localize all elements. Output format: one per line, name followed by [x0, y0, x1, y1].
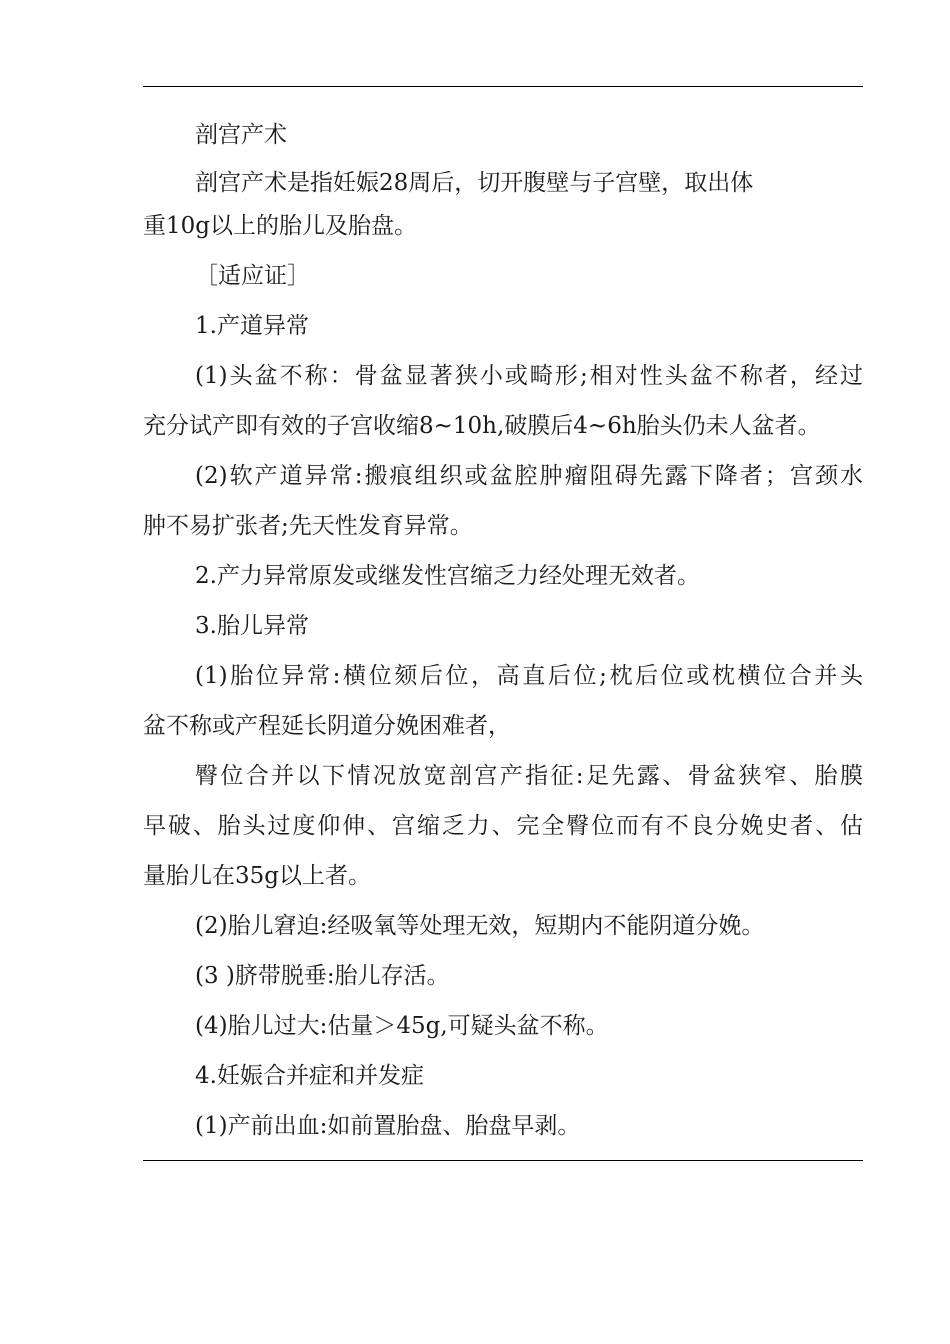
paragraph-line: (1)胎位异常:横位颏后位，高直后位;枕后位或枕横位合并头: [195, 663, 863, 689]
paragraph-line: 剖宫产术是指妊娠28周后，切开腹壁与子宫壁，取出体: [195, 170, 754, 196]
paragraph-line: (2)软产道异常:搬痕组织或盆腔肿瘤阻碍先露下降者；宫颈水: [195, 463, 863, 489]
paragraph-line: 量胎儿在35g以上者。: [143, 863, 371, 889]
paragraph-line: 盆不称或产程延长阴道分娩困难者，: [143, 713, 511, 739]
paragraph-line: (3 )脐带脱垂:胎儿存活。: [195, 963, 450, 989]
list-heading: 2.产力异常原发或继发性宫缩乏力经处理无效者。: [195, 563, 700, 589]
paragraph-line: 臀位合并以下情况放宽剖宫产指征:足先露、骨盆狭窄、胎膜: [195, 763, 863, 789]
paragraph-line: (4)胎儿过大:估量＞45g,可疑头盆不称。: [195, 1013, 609, 1039]
section-title: 剖宫产术: [195, 122, 287, 148]
list-heading: 1.产道异常: [195, 313, 309, 339]
paragraph-line: (1)头盆不称：骨盆显著狭小或畸形;相对性头盆不称者，经过: [195, 363, 863, 389]
paragraph-line: 肿不易扩张者;先天性发育异常。: [143, 513, 473, 539]
paragraph-line: (1)产前出血:如前置胎盘、胎盘早剥。: [195, 1113, 581, 1139]
header-rule: [143, 86, 863, 87]
paragraph-line: 重10g以上的胎儿及胎盘。: [143, 213, 417, 239]
paragraph-line: 充分试产即有效的子宫收缩8~10h,破膜后4~6h胎头仍未人盆者。: [143, 413, 821, 439]
paragraph-line: (2)胎儿窘迫:经吸氧等处理无效，短期内不能阴道分娩。: [195, 913, 765, 939]
list-heading: 3.胎儿异常: [195, 613, 309, 639]
footer-rule: [143, 1160, 863, 1161]
list-heading: 4.妊娠合并症和并发症: [195, 1063, 424, 1089]
subheading-indications: ［适应证］: [195, 263, 310, 289]
paragraph-line: 早破、胎头过度仰伸、宫缩乏力、完全臀位而有不良分娩史者、估: [143, 813, 863, 839]
